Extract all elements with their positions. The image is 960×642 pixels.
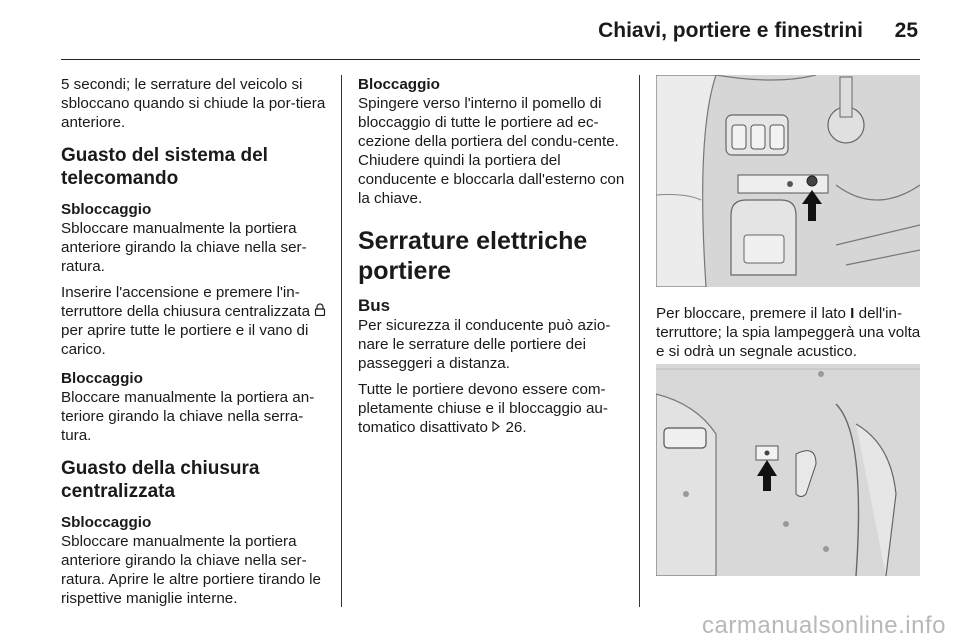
- unlock-text: Sbloccare manualmente la portiera anteriore girando la chiave nella ser-ratura.: [61, 220, 307, 275]
- column-2: [358, 75, 626, 444]
- subheading-unlock-2: Sbloccaggio: [61, 514, 152, 531]
- caption-pre: Per bloccare, premere il lato: [656, 305, 846, 322]
- intro-text: 5 secondi; le serrature del veicolo si sbloccano quando si chiude la por-tiera anteriore.: [61, 76, 326, 131]
- subheading-lock-col2: Bloccaggio: [358, 76, 440, 93]
- subheading-unlock: Sbloccaggio: [61, 201, 152, 218]
- header-rule: [61, 59, 920, 60]
- caption-bold: I: [850, 305, 855, 322]
- ignition-text-post: per aprire tutte le portiere e il vano di carico.: [61, 322, 309, 358]
- bus-text: Per sicurezza il conducente può azio-nare le serrature delle portiere dei passeggeri a distanza.: [358, 317, 611, 372]
- page-number: 25: [894, 19, 918, 42]
- subheading-lock: Bloccaggio: [61, 370, 143, 387]
- central-lock-icon: [314, 302, 326, 321]
- heading-electric-locks: Serrature elettriche portiere: [358, 227, 588, 285]
- watermark: carmanualsonline.info: [702, 612, 946, 639]
- header-title: Chiavi, portiere e finestrini: [598, 19, 863, 42]
- bus-text-2: [358, 380, 626, 437]
- page-ref-icon: [492, 419, 505, 436]
- page-ref-link[interactable]: 26.: [505, 419, 527, 436]
- subheading-bus: Bus: [358, 296, 391, 315]
- dashboard-switch-figure: [656, 75, 920, 287]
- ignition-text: [61, 283, 329, 359]
- column-divider-2: [639, 75, 640, 607]
- caption-post: dell'in-terruttore; la spia lampeggerà una volta e si odrà un segnale acustico.: [656, 305, 921, 360]
- door-switch-figure: [656, 364, 920, 576]
- heading-remote-failure: Guasto del sistema del telecomando: [61, 145, 268, 189]
- unlock-text-2: Sbloccare manualmente la portiera anteriore girando la chiave nella ser-ratura. Aprire le altre portiere tirando le rispettive maniglie interne.: [61, 533, 322, 607]
- ignition-text-pre: Inserire l'accensione e premere l'in-terruttore della chiusura centralizzata: [61, 284, 311, 320]
- column-1: [61, 75, 329, 615]
- bus-text-2-pre: Tutte le portiere devono essere com-pletamente chiuse e il bloccaggio au-tomatico disattivato: [358, 381, 608, 436]
- lock-knob-text: Spingere verso l'interno il pomello di bloccaggio di tutte le portiere ad ec-cezione della portiera del condu-cente. Chiudere quindi la portiera del conducente e bloccarla dall'esterno con la chiave.: [358, 95, 625, 207]
- lock-text: Bloccare manualmente la portiera an-teriore girando la chiave nella serra-tura.: [61, 389, 315, 444]
- column-divider: [341, 75, 342, 607]
- figure-caption: [656, 304, 922, 361]
- heading-central-lock-failure: Guasto della chiusura centralizzata: [61, 458, 260, 502]
